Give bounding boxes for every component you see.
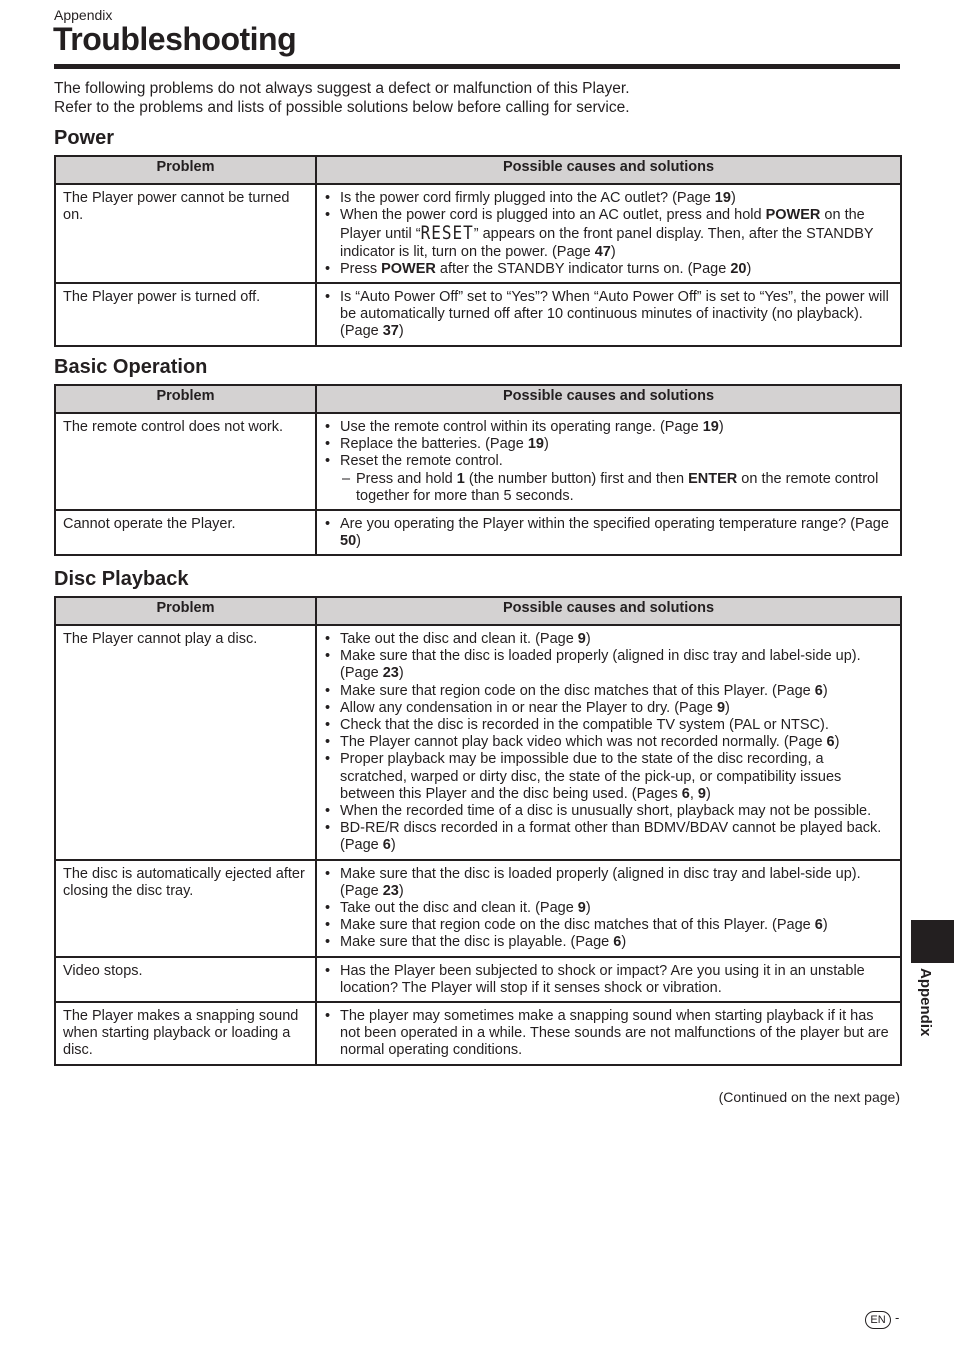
solutions-list: [324, 1008, 894, 1060]
column-header-problem: Problem: [55, 156, 316, 184]
solutions-cell: [316, 510, 901, 555]
troubleshooting-table-power: [54, 155, 902, 347]
solution-item: • Is “Auto Power Off” set to “Yes”? When “Auto Power Off” is set to “Yes”, the power will be automatically turned off after 10 continuous minutes of inactivity (no playback). (Page 37): [324, 289, 894, 341]
problem-cell: Cannot operate the Player.: [55, 510, 316, 555]
table-header-row: [55, 385, 901, 413]
title-rule: [54, 64, 900, 69]
troubleshooting-table-basic-operation: [54, 384, 902, 556]
section-label: Appendix: [54, 7, 113, 23]
solution-item: • Use the remote control within its operating range. (Page 19): [324, 419, 894, 436]
problem-cell: The Player power cannot be turned on.: [55, 184, 316, 283]
problem-cell: The disc is automatically ejected after closing the disc tray.: [55, 860, 316, 957]
solutions-cell: [316, 860, 901, 957]
solution-item: • Make sure that the disc is playable. (Page 6): [324, 934, 894, 951]
page-title: Troubleshooting: [53, 21, 297, 57]
side-tab-label: Appendix: [917, 968, 934, 1037]
solution-item: • Make sure that the disc is loaded properly (aligned in disc tray and label-side up). (Page 23): [324, 866, 894, 900]
table-header-row: [55, 597, 901, 625]
solution-item: • Has the Player been subjected to shock or impact? Are you using it in an unstable location? The Player will stop if it senses shock or vibration.: [324, 963, 894, 997]
solutions-list: [324, 516, 894, 550]
intro-text: [54, 79, 900, 117]
intro-line-1: The following problems do not always suggest a defect or malfunction of this Player.: [54, 80, 630, 97]
solutions-cell: [316, 413, 901, 510]
table-row: [55, 184, 901, 283]
table-row: [55, 283, 901, 346]
solution-item: • Replace the batteries. (Page 19): [324, 436, 894, 453]
solutions-list: [324, 866, 894, 952]
solutions-list: [324, 963, 894, 997]
solutions-cell: [316, 625, 901, 860]
problem-cell: Video stops.: [55, 957, 316, 1002]
solution-item: • BD-RE/R discs recorded in a format other than BDMV/BDAV cannot be played back. (Page 6): [324, 820, 894, 854]
troubleshooting-table-disc-playback: [54, 596, 902, 1066]
table-row: [55, 957, 901, 1002]
solutions-list: [324, 631, 894, 855]
solutions-cell: [316, 283, 901, 346]
solution-item: • Proper playback may be impossible due to the state of the disc recording, a scratched, warped or dirty disc, the state of the pick-up, or compatibility issues between this Player and the disc being used. (Pages 6, 9): [324, 751, 894, 803]
solutions-list: [324, 289, 894, 341]
section-heading-basic-operation: Basic Operation: [54, 356, 208, 378]
side-tab-marker: [911, 920, 954, 963]
section-heading-disc-playback: Disc Playback: [54, 568, 189, 590]
column-header-problem: Problem: [55, 385, 316, 413]
solution-item: • When the recorded time of a disc is unusually short, playback may not be possible.: [324, 803, 894, 820]
solution-item: • The Player cannot play back video which was not recorded normally. (Page 6): [324, 734, 894, 751]
problem-cell: The Player cannot play a disc.: [55, 625, 316, 860]
column-header-solutions: Possible causes and solutions: [316, 385, 901, 413]
table-row: [55, 413, 901, 510]
solutions-cell: [316, 957, 901, 1002]
solution-sub-item: – Press and hold 1 (the number button) first and then ENTER on the remote control together for more than 5 seconds.: [324, 471, 894, 505]
solution-item: • Are you operating the Player within the specified operating temperature range? (Page 50): [324, 516, 894, 550]
solution-item: • Take out the disc and clean it. (Page 9): [324, 631, 894, 648]
solution-item: • Make sure that region code on the disc matches that of this Player. (Page 6): [324, 683, 894, 700]
solutions-list: [324, 190, 894, 278]
table-row: [55, 1002, 901, 1065]
table-header-row: [55, 156, 901, 184]
solution-item: • Take out the disc and clean it. (Page 9): [324, 900, 894, 917]
solution-item: • Make sure that the disc is loaded properly (aligned in disc tray and label-side up). (Page 23): [324, 648, 894, 682]
column-header-solutions: Possible causes and solutions: [316, 597, 901, 625]
language-badge: EN: [865, 1311, 891, 1329]
problem-cell: The Player makes a snapping sound when starting playback or loading a disc.: [55, 1002, 316, 1065]
solution-item: • Reset the remote control.: [324, 453, 894, 470]
solutions-cell: [316, 184, 901, 283]
table-row: [55, 860, 901, 957]
solution-item: • Check that the disc is recorded in the compatible TV system (PAL or NTSC).: [324, 717, 894, 734]
table-row: [55, 510, 901, 555]
solution-item: • The player may sometimes make a snapping sound when starting playback if it has not been operated in a while. These sounds are not malfunctions of the player but are normal operating conditions.: [324, 1008, 894, 1060]
solution-item: • Press POWER after the STANDBY indicator turns on. (Page 20): [324, 261, 894, 278]
solution-item: • Is the power cord firmly plugged into the AC outlet? (Page 19): [324, 190, 894, 207]
solutions-list: [324, 419, 894, 505]
problem-cell: The Player power is turned off.: [55, 283, 316, 346]
solutions-cell: [316, 1002, 901, 1065]
solution-item: • Make sure that region code on the disc matches that of this Player. (Page 6): [324, 917, 894, 934]
continued-note: (Continued on the next page): [718, 1089, 900, 1105]
page-number: -: [895, 1310, 900, 1325]
solution-item: • Allow any condensation in or near the Player to dry. (Page 9): [324, 700, 894, 717]
intro-line-2: Refer to the problems and lists of possible solutions below before calling for service.: [54, 99, 630, 116]
section-heading-power: Power: [54, 127, 115, 149]
problem-cell: The remote control does not work.: [55, 413, 316, 510]
solution-item: • When the power cord is plugged into an AC outlet, press and hold POWER on the Player until “RESET” appears on the front panel display. Then, after the STANDBY indicator is lit, turn on the power. (Page 47): [324, 207, 894, 261]
table-row: [55, 625, 901, 860]
column-header-problem: Problem: [55, 597, 316, 625]
column-header-solutions: Possible causes and solutions: [316, 156, 901, 184]
